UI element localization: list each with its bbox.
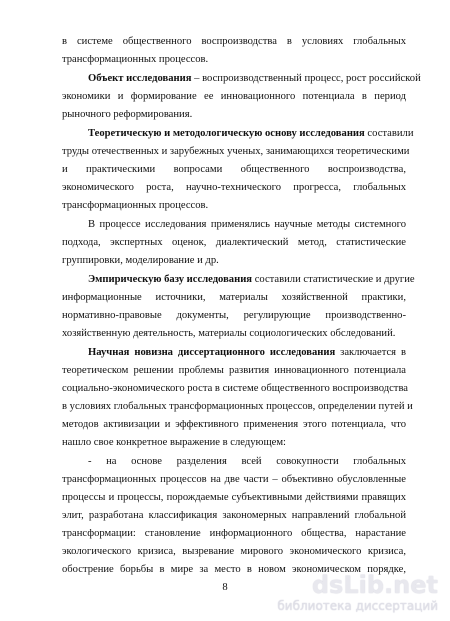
- text-line: - на основе разделения всей совокупности глобальных: [88, 456, 406, 467]
- text-line: трансформации: становление информационного общества, нарастание: [62, 528, 406, 539]
- text-line: трансформационных процессов на две части – объективно обусловленные: [62, 474, 406, 485]
- text-line: В процессе исследования применялись научные методы системного: [88, 219, 406, 230]
- page-number: 8: [222, 582, 228, 593]
- text-line: нашло свое конкретное выражение в следующем:: [62, 437, 286, 448]
- watermark-subtitle: библиотека диссертаций: [277, 599, 438, 613]
- text-line: рыночного реформирования.: [62, 109, 193, 120]
- text-line: [88, 345, 406, 360]
- bold-term: Теоретическую и методологическую основу исследования: [88, 128, 365, 139]
- text-line: и практическими вопросами общественного воспроизводства,: [62, 164, 406, 175]
- text-span: составили: [364, 128, 414, 139]
- text-line: трансформационных процессов.: [62, 54, 209, 65]
- text-line: теоретическом решении проблемы развития инновационного потенциала: [62, 365, 406, 376]
- bold-term: Научная новизна диссертационного исследования: [88, 347, 336, 358]
- watermark-logo: dsLib.net: [311, 571, 438, 599]
- text-line: подхода, экспертных оценок, диалектический метод, статистические: [62, 237, 406, 248]
- bold-term: Эмпирическую базу исследования: [88, 274, 253, 285]
- text-line: нормативно-правовые документы, регулирующие производственно-: [62, 310, 406, 321]
- text-line: труды отечественных и зарубежных ученых, занимающихся теоретическими: [62, 146, 410, 157]
- text-span: заключается в: [335, 347, 406, 358]
- text-line: экологического кризиса, вызревание мирового экономического кризиса,: [62, 546, 406, 557]
- text-line: обострение борьбы в мире за место в новом экономическом порядке,: [62, 564, 406, 575]
- text-span: – воспроизводственный процесс, рост российской: [191, 73, 421, 84]
- text-line: трансформационных процессов.: [62, 200, 209, 211]
- text-line: методов активизации и эффективного применения этого потенциала, что: [62, 419, 406, 430]
- text-line: информационные источники, материалы хозяйственной практики,: [62, 292, 406, 303]
- text-line: в условиях глобальных трансформационных процессов, определении путей и: [62, 401, 413, 412]
- text-line: экономического роста, научно-технического прогресса, глобальных: [62, 182, 406, 193]
- text-line: элит, разработана классификация закономерных направлений глобальной: [62, 510, 406, 521]
- text-line: хозяйственную деятельность, материалы социологических обследований.: [62, 328, 396, 339]
- text-line: в системе общественного воспроизводства в условиях глобальных: [62, 36, 406, 47]
- text-line: процессы и процессы, порождаемые субъективными действиями правящих: [62, 492, 406, 503]
- text-line: экономики и формирование ее инновационного потенциала в период: [62, 91, 406, 102]
- text-span: составили статистические и другие: [252, 274, 415, 285]
- text-line: социально-экономического роста в системе общественного воспроизводства: [62, 383, 409, 394]
- text-line: [88, 71, 421, 86]
- text-line: группировки, моделирование и др.: [62, 255, 219, 266]
- text-line: [88, 272, 415, 287]
- text-line: [88, 126, 414, 141]
- bold-term: Объект исследования: [88, 73, 192, 84]
- watermark: [244, 571, 444, 617]
